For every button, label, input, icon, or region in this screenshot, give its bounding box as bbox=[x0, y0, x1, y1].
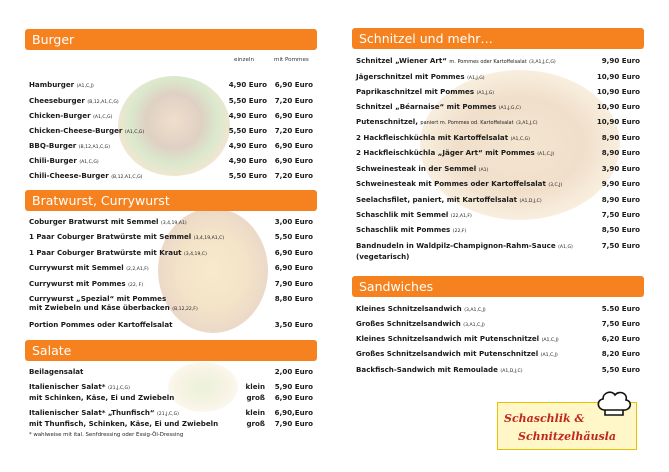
bratwurst-item-name bbox=[29, 320, 173, 329]
sandwich-item bbox=[352, 365, 644, 375]
item-price: 7,90 Euro bbox=[274, 279, 313, 288]
item-name: Chili-Cheese-Burger bbox=[29, 171, 109, 180]
sandwich-item bbox=[352, 334, 644, 344]
salad-item-name bbox=[29, 419, 218, 428]
sandwich-item bbox=[352, 319, 644, 329]
item-price: 10,90 Euro bbox=[596, 72, 640, 81]
burger-item bbox=[25, 126, 317, 136]
item-name: 1 Paar Coburger Bratwürste mit Kraut bbox=[29, 248, 182, 257]
sandwich-item-name bbox=[356, 365, 523, 376]
sandwich-item-name bbox=[356, 319, 485, 330]
item-allergens: (A1,C,G) bbox=[124, 130, 145, 135]
item-allergens: (A1,G) bbox=[558, 245, 573, 250]
item-price: 5,50 Euro bbox=[274, 232, 313, 241]
item-name: Schweinesteak mit Pommes oder Kartoffelsalat bbox=[356, 179, 546, 188]
item-allergens: (A1,D,J,C) bbox=[500, 369, 523, 374]
item-allergens: (A1,D,J,C) bbox=[519, 199, 542, 204]
item-price: 10,90 Euro bbox=[596, 87, 640, 96]
item-allergens: (A1,J,G,C) bbox=[498, 106, 521, 111]
item-name: mit Schinken, Käse, Ei und Zwiebeln bbox=[29, 393, 175, 402]
item-price: 6,90,Euro bbox=[274, 408, 313, 417]
burger-item-name bbox=[29, 96, 119, 107]
item-allergens: (3,4,19,A1,C) bbox=[193, 236, 225, 241]
item-price: 10,90 Euro bbox=[596, 102, 640, 111]
item-price-with-fries: 7,20 Euro bbox=[274, 171, 313, 180]
item-price: 5.50 Euro bbox=[601, 304, 640, 313]
item-name: Großes Schnitzelsandwich bbox=[356, 319, 461, 328]
sandwich-item-name bbox=[356, 334, 559, 345]
item-name: 2 Hackfleischküchla „Jäger Art“ mit Pommes bbox=[356, 148, 535, 157]
item-price-single: 4,90 Euro bbox=[228, 141, 267, 150]
item-price-with-fries: 6,90 Euro bbox=[274, 80, 313, 89]
item-price: 9,90 Euro bbox=[601, 56, 640, 65]
item-allergens: (22,F) bbox=[452, 229, 467, 234]
item-allergens: (A1,C,J) bbox=[541, 338, 559, 343]
schnitzel-item-name bbox=[356, 225, 466, 236]
item-price: 8,50 Euro bbox=[601, 225, 640, 234]
item-allergens: (3,4,19,A1) bbox=[160, 221, 187, 226]
item-size: klein bbox=[245, 382, 265, 391]
burger-item-name bbox=[29, 171, 142, 182]
bratwurst-item-name bbox=[29, 263, 149, 274]
sandwich-item-name bbox=[356, 349, 558, 360]
item-name: Schaschlik mit Semmel bbox=[356, 210, 449, 219]
burger-section-header bbox=[25, 29, 317, 50]
item-name: Paprikaschnitzel mit Pommes bbox=[356, 87, 475, 96]
item-price-with-fries: 6,90 Euro bbox=[274, 141, 313, 150]
item-price: 6,90 Euro bbox=[274, 263, 313, 272]
schnitzel-item-name bbox=[356, 195, 542, 206]
schnitzel-item-name bbox=[356, 241, 573, 261]
burger-section-title: Burger bbox=[32, 32, 75, 47]
item-price: 2,00 Euro bbox=[274, 367, 313, 376]
item-price-with-fries: 7,20 Euro bbox=[274, 126, 313, 135]
item-name: Kleines Schnitzelsandwich mit Putenschnitzel bbox=[356, 334, 540, 343]
item-price: 8,90 Euro bbox=[601, 133, 640, 142]
salad-item bbox=[25, 408, 317, 418]
salad-item-name bbox=[29, 367, 83, 376]
item-subtitle: (vegetarisch) bbox=[356, 252, 410, 261]
schnitzel-item-name bbox=[356, 87, 494, 98]
item-price-with-fries: 6,90 Euro bbox=[274, 111, 313, 120]
bratwurst-item bbox=[25, 294, 317, 316]
sandwiches-section-title: Sandwiches bbox=[359, 279, 434, 294]
bratwurst-item-name bbox=[29, 294, 198, 314]
item-name: Schnitzel „Béarnaise“ mit Pommes bbox=[356, 102, 497, 111]
item-name: Seelachsfilet, paniert, mit Kartoffelsalat bbox=[356, 195, 518, 204]
item-allergens: (3,A1,C,J) bbox=[464, 308, 486, 313]
item-price: 8,90 Euro bbox=[601, 148, 640, 157]
salad-item bbox=[25, 367, 317, 377]
item-name: Chili-Burger bbox=[29, 156, 77, 165]
col-header-with-fries: mit Pommes bbox=[274, 57, 309, 63]
item-price: 8,80 Euro bbox=[274, 294, 313, 303]
item-name: Beilagensalat bbox=[29, 367, 84, 376]
item-price: 7,50 Euro bbox=[601, 319, 640, 328]
item-price: 6,90 Euro bbox=[274, 393, 313, 402]
item-name: Hamburger bbox=[29, 80, 75, 89]
item-price-with-fries: 6,90 Euro bbox=[274, 156, 313, 165]
item-allergens: (A1,C,G) bbox=[79, 160, 99, 165]
schnitzel-item-name bbox=[356, 117, 538, 128]
chef-hat-icon bbox=[593, 388, 635, 418]
salad-item bbox=[25, 382, 317, 392]
item-name: Italienischer Salat* bbox=[29, 382, 106, 391]
item-allergens: (22,A1,F) bbox=[450, 214, 472, 219]
schnitzel-section-header bbox=[352, 28, 644, 49]
schnitzel-item-name bbox=[356, 56, 556, 67]
item-price: 6,20 Euro bbox=[601, 334, 640, 343]
burger-item-name bbox=[29, 80, 94, 91]
item-allergens: (A1,C,G) bbox=[93, 115, 113, 120]
burger-item bbox=[25, 111, 317, 121]
burger-item-name bbox=[29, 156, 99, 167]
item-detail: m. Pommes oder Kartoffelsalat bbox=[449, 59, 527, 65]
bratwurst-section-header bbox=[25, 190, 317, 211]
item-name: Coburger Bratwurst mit Semmel bbox=[29, 217, 159, 226]
item-allergens: (A1,C,G) bbox=[510, 137, 530, 142]
item-price: 5,90 Euro bbox=[274, 382, 313, 391]
burger-item-name bbox=[29, 126, 144, 137]
item-price: 3,90 Euro bbox=[601, 164, 640, 173]
item-allergens: (A1,J,G) bbox=[476, 91, 495, 96]
item-price: 6,90 Euro bbox=[274, 248, 313, 257]
col-header-single: einzeln bbox=[234, 57, 255, 63]
burger-item-name bbox=[29, 111, 112, 122]
schnitzel-item-name bbox=[356, 133, 530, 144]
burger-item bbox=[25, 80, 317, 90]
item-size: groß bbox=[246, 393, 265, 402]
sandwich-item bbox=[352, 304, 644, 314]
item-price: 7,90 Euro bbox=[274, 419, 313, 428]
item-name: Schnitzel „Wiener Art“ bbox=[356, 56, 447, 65]
item-name: Bandnudeln in Waldpilz-Champignon-Rahm-Sauce bbox=[356, 241, 556, 250]
item-name: Schweinesteak in der Semmel bbox=[356, 164, 477, 173]
item-name: Portion Pommes oder Kartoffelsalat bbox=[29, 320, 173, 329]
item-allergens: (A1,C,J) bbox=[540, 353, 558, 358]
burger-item-name bbox=[29, 141, 110, 152]
schnitzel-item-name bbox=[356, 179, 562, 190]
schnitzel-item bbox=[352, 241, 644, 261]
item-name: Currywurst mit Semmel bbox=[29, 263, 124, 272]
sandwich-item bbox=[352, 349, 644, 359]
schnitzel-item-name bbox=[356, 210, 472, 221]
item-name: Kleines Schnitzelsandwich bbox=[356, 304, 462, 313]
item-allergens: (2,2,A1,F) bbox=[126, 267, 149, 272]
item-allergens: (22, F) bbox=[128, 283, 144, 288]
item-name: Jägerschnitzel mit Pommes bbox=[356, 72, 465, 81]
salad-item-name bbox=[29, 393, 174, 402]
schnitzel-item-name bbox=[356, 164, 488, 175]
item-name: Currywurst „Spezial“ mit Pommes bbox=[29, 294, 167, 303]
schnitzel-section-title: Schnitzel und mehr… bbox=[359, 31, 493, 46]
item-price: 5,50 Euro bbox=[601, 365, 640, 374]
bratwurst-item-name bbox=[29, 279, 143, 290]
bratwurst-item-name bbox=[29, 248, 207, 259]
item-size: groß bbox=[246, 419, 265, 428]
salad-item bbox=[25, 419, 317, 429]
item-allergens: (3,A1,J,C) bbox=[516, 121, 538, 126]
item-price-single: 4,90 Euro bbox=[228, 156, 267, 165]
item-allergens: (A1,J,G) bbox=[467, 76, 485, 81]
item-price-single: 4,90 Euro bbox=[228, 111, 267, 120]
item-name: Großes Schnitzelsandwich mit Putenschnitzel bbox=[356, 349, 539, 358]
item-detail: paniert m. Pommes od. Kartoffelsalat bbox=[420, 120, 514, 126]
item-allergens: (3,A1,C,J) bbox=[463, 323, 485, 328]
item-price: 8,20 Euro bbox=[601, 349, 640, 358]
item-price-single: 5,50 Euro bbox=[228, 126, 267, 135]
item-name: 1 Paar Coburger Bratwürste mit Semmel bbox=[29, 232, 192, 241]
burger-item bbox=[25, 96, 317, 106]
bratwurst-item-name bbox=[29, 217, 187, 228]
item-price: 9,90 Euro bbox=[601, 179, 640, 188]
item-subtitle: mit Zwiebeln und Käse überbacken bbox=[29, 303, 170, 312]
item-allergens: (B,12,A1,C,G) bbox=[78, 145, 111, 150]
salate-section-title: Salate bbox=[32, 343, 72, 358]
burger-item bbox=[25, 171, 317, 181]
salad-item-name bbox=[29, 408, 179, 419]
item-size: klein bbox=[245, 408, 265, 417]
item-price: 3,50 Euro bbox=[274, 320, 313, 329]
item-allergens: (3,4,19,C) bbox=[184, 252, 207, 257]
logo-line-1: Schaschlik & bbox=[504, 412, 585, 425]
schnitzel-item-name bbox=[356, 102, 521, 113]
item-name: Italienischer Salat* „Thunfisch“ bbox=[29, 408, 155, 417]
item-name: Schaschlik mit Pommes bbox=[356, 225, 451, 234]
item-price-with-fries: 7,20 Euro bbox=[274, 96, 313, 105]
schnitzel-item-name bbox=[356, 148, 554, 159]
item-allergens: (21,J,C,G) bbox=[157, 412, 179, 417]
item-name: 2 Hackfleischküchla mit Kartoffelsalat bbox=[356, 133, 509, 142]
item-name: Currywurst mit Pommes bbox=[29, 279, 126, 288]
item-price: 8,90 Euro bbox=[601, 195, 640, 204]
item-price: 3,00 Euro bbox=[274, 217, 313, 226]
item-name: BBQ-Burger bbox=[29, 141, 77, 150]
item-name: Chicken-Burger bbox=[29, 111, 91, 120]
sandwiches-section-header bbox=[352, 276, 644, 297]
item-allergens: (A1,C,J) bbox=[76, 84, 94, 89]
salad-item bbox=[25, 393, 317, 403]
item-name: Chicken-Cheese-Burger bbox=[29, 126, 123, 135]
bratwurst-section-title: Bratwurst, Currywurst bbox=[32, 193, 170, 208]
logo-line-2: Schnitzelhäusla bbox=[518, 430, 616, 443]
item-price: 7,50 Euro bbox=[601, 241, 640, 250]
item-name: Putenschnitzel, bbox=[356, 117, 418, 126]
item-allergens: (B,12,A1,C,G) bbox=[87, 100, 119, 105]
item-price: 7,50 Euro bbox=[601, 210, 640, 219]
bratwurst-item bbox=[25, 320, 317, 342]
salate-footnote: * wahlweise mit ital. Senfdressing oder Essig-Öl-Dressing bbox=[29, 432, 184, 438]
item-allergens: (A1,C,J) bbox=[537, 152, 555, 157]
item-allergens: (3,A1,J,C,G) bbox=[529, 60, 556, 65]
item-allergens: (3,C,J) bbox=[548, 183, 563, 188]
schnitzel-item-name bbox=[356, 72, 485, 83]
item-allergens: (B,12,A1,C,G) bbox=[111, 175, 143, 180]
item-price-single: 5,50 Euro bbox=[228, 171, 267, 180]
item-allergens: (A1) bbox=[478, 168, 489, 173]
item-name: Backfisch-Sandwich mit Remoulade bbox=[356, 365, 498, 374]
burger-item bbox=[25, 156, 317, 166]
item-subtitle-allergens: (B,12,22,F) bbox=[172, 307, 198, 312]
item-price: 10,90 Euro bbox=[596, 117, 640, 126]
salad-item-name bbox=[29, 382, 130, 393]
item-price-single: 5,50 Euro bbox=[228, 96, 267, 105]
item-price-single: 4,90 Euro bbox=[228, 80, 267, 89]
item-name: mit Thunfisch, Schinken, Käse, Ei und Zwiebeln bbox=[29, 419, 219, 428]
burger-item bbox=[25, 141, 317, 151]
item-allergens: (21,J,C,G) bbox=[107, 386, 130, 391]
sandwich-item-name bbox=[356, 304, 486, 315]
item-name: Cheeseburger bbox=[29, 96, 85, 105]
salate-section-header bbox=[25, 340, 317, 361]
bratwurst-item-name bbox=[29, 232, 224, 243]
